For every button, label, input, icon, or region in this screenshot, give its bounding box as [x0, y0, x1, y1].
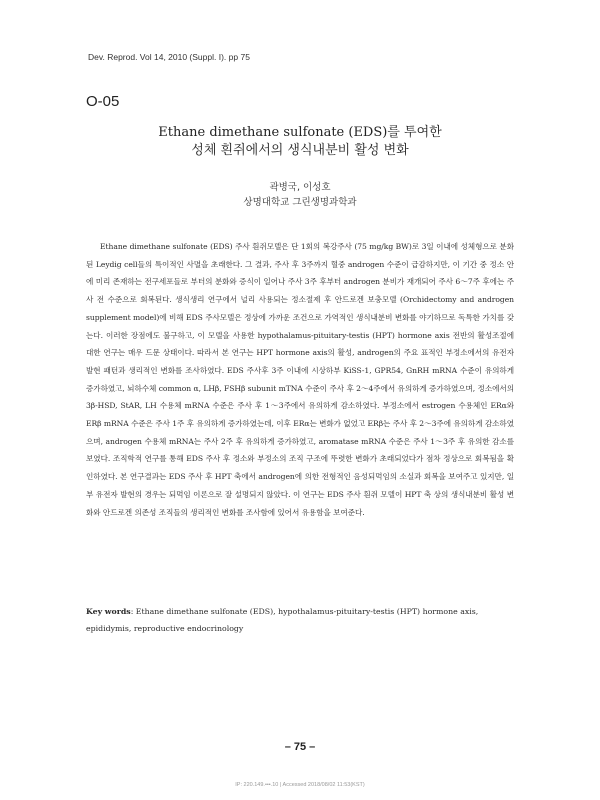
access-footer: IP: 220.149.•••.10 | Accessed 2018/08/02 11:53(KST) — [235, 782, 365, 788]
keywords-text: : Ethane dimethane sulfonate (EDS), hypothalamus-pituitary-testis (HPT) hormone axis, epididymis, reproductive endocrinology — [86, 607, 479, 633]
authors-block — [86, 180, 514, 210]
author-affiliation: 상명대학교 그린생명과학과 — [243, 197, 357, 208]
keywords — [86, 603, 514, 637]
title-line-2: 성체 흰쥐에서의 생식내분비 활성 변화 — [191, 143, 409, 158]
author-names: 곽병국, 이성호 — [269, 182, 331, 193]
page-number: – 75 – — [284, 741, 316, 753]
paper-title — [86, 124, 514, 160]
abstract-code: O-05 — [86, 93, 120, 110]
journal-header: Dev. Reprod. Vol 14, 2010 (Suppl. I). pp 75 — [88, 52, 250, 62]
abstract-body: Ethane dimethane sulfonate (EDS) 주사 흰쥐모델은 단 1회의 복강주사 (75 mg/kg BW)로 3일 이내에 성체형으로 분화된 Leydig cell들의 특이적인 사멸을 초래한다. 그 결과, 주사 후 3주까지 혈중 androgen 수준이 급감하지만, 이 기간 중 정소 안에 미리 존재하는 전구세포들로 부터의 분화와 증식이 일어나 주사 3주 후부터 androgen 분비가 재개되어 주사 6～7주 후에는 주사 전 수준으로 회복된다. 생식생리 연구에서 널리 사용되는 정소절제 후 안드로겐 보충모델 (Orchidectomy and androgen supplement model)에 비해 EDS 주사모델은 정상에 가까운 조건으로 가역적인 생식내분비 변화를 야기하므로 독특한 가치를 갖는다. 이러한 장점에도 불구하고, 이 모델을 사용한 hypothalamus-pituitary-testis (HPT) hormone axis 전반의 활성조절에 대한 연구는 매우 드문 상태이다. 따라서 본 연구는 HPT hormone axis의 활성, androgen의 주요 표적인 부정소에서의 유전자 발현 패턴과 생리적인 변화를 조사하였다. EDS 주사후 3주 이내에 시상하부 KiSS-1, GPR54, GnRH mRNA 수준이 유의하게 증가하였고, 뇌하수체 common α, LHβ, FSHβ subunit mTNA 수준이 주사 후 2～4주에서 유의하게 증가하였으며, 정소에서의 3β-HSD, StAR, LH 수용체 mRNA 수준은 주사 후 1～3주에서 유의하게 감소하였다. 부정소에서 estrogen 수용체인 ERα와 ERβ mRNA 수준은 주사 1주 후 유의하게 증가하였는데, 이후 ERα는 변화가 없었고 ERβ는 주사 후 2～3주에 유의하게 감소하였으며, androgen 수용체 mRNA는 주사 2주 후 유의하게 증가하였고, aromatase mRNA 수준은 주사 1～3주 후 유의한 감소를 보였다. 조직학적 연구를 통해 EDS 주사 후 정소와 부정소의 조직 구조에 뚜렷한 변화가 초래되었다가 점차 정상으로 회복됨을 확인하였다. 본 연구결과는 EDS 주사 후 HPT 축에서 androgen에 의한 전형적인 음성되먹임의 소실과 회복을 보여주고 있지만, 일부 유전자 발현의 경우는 되먹임 이론으로 잘 설명되지 않았다. 이 연구는 EDS 주사 흰쥐 모델이 HPT 축 상의 생식내분비 활성 변화와 안드로겐 의존성 조직들의 생리적인 변화를 조사함에 있어서 유용함을 보여준다. — [86, 242, 514, 517]
title-line-1: Ethane dimethane sulfonate (EDS)를 투여한 — [158, 125, 442, 140]
keywords-label: Key words — [86, 607, 131, 616]
